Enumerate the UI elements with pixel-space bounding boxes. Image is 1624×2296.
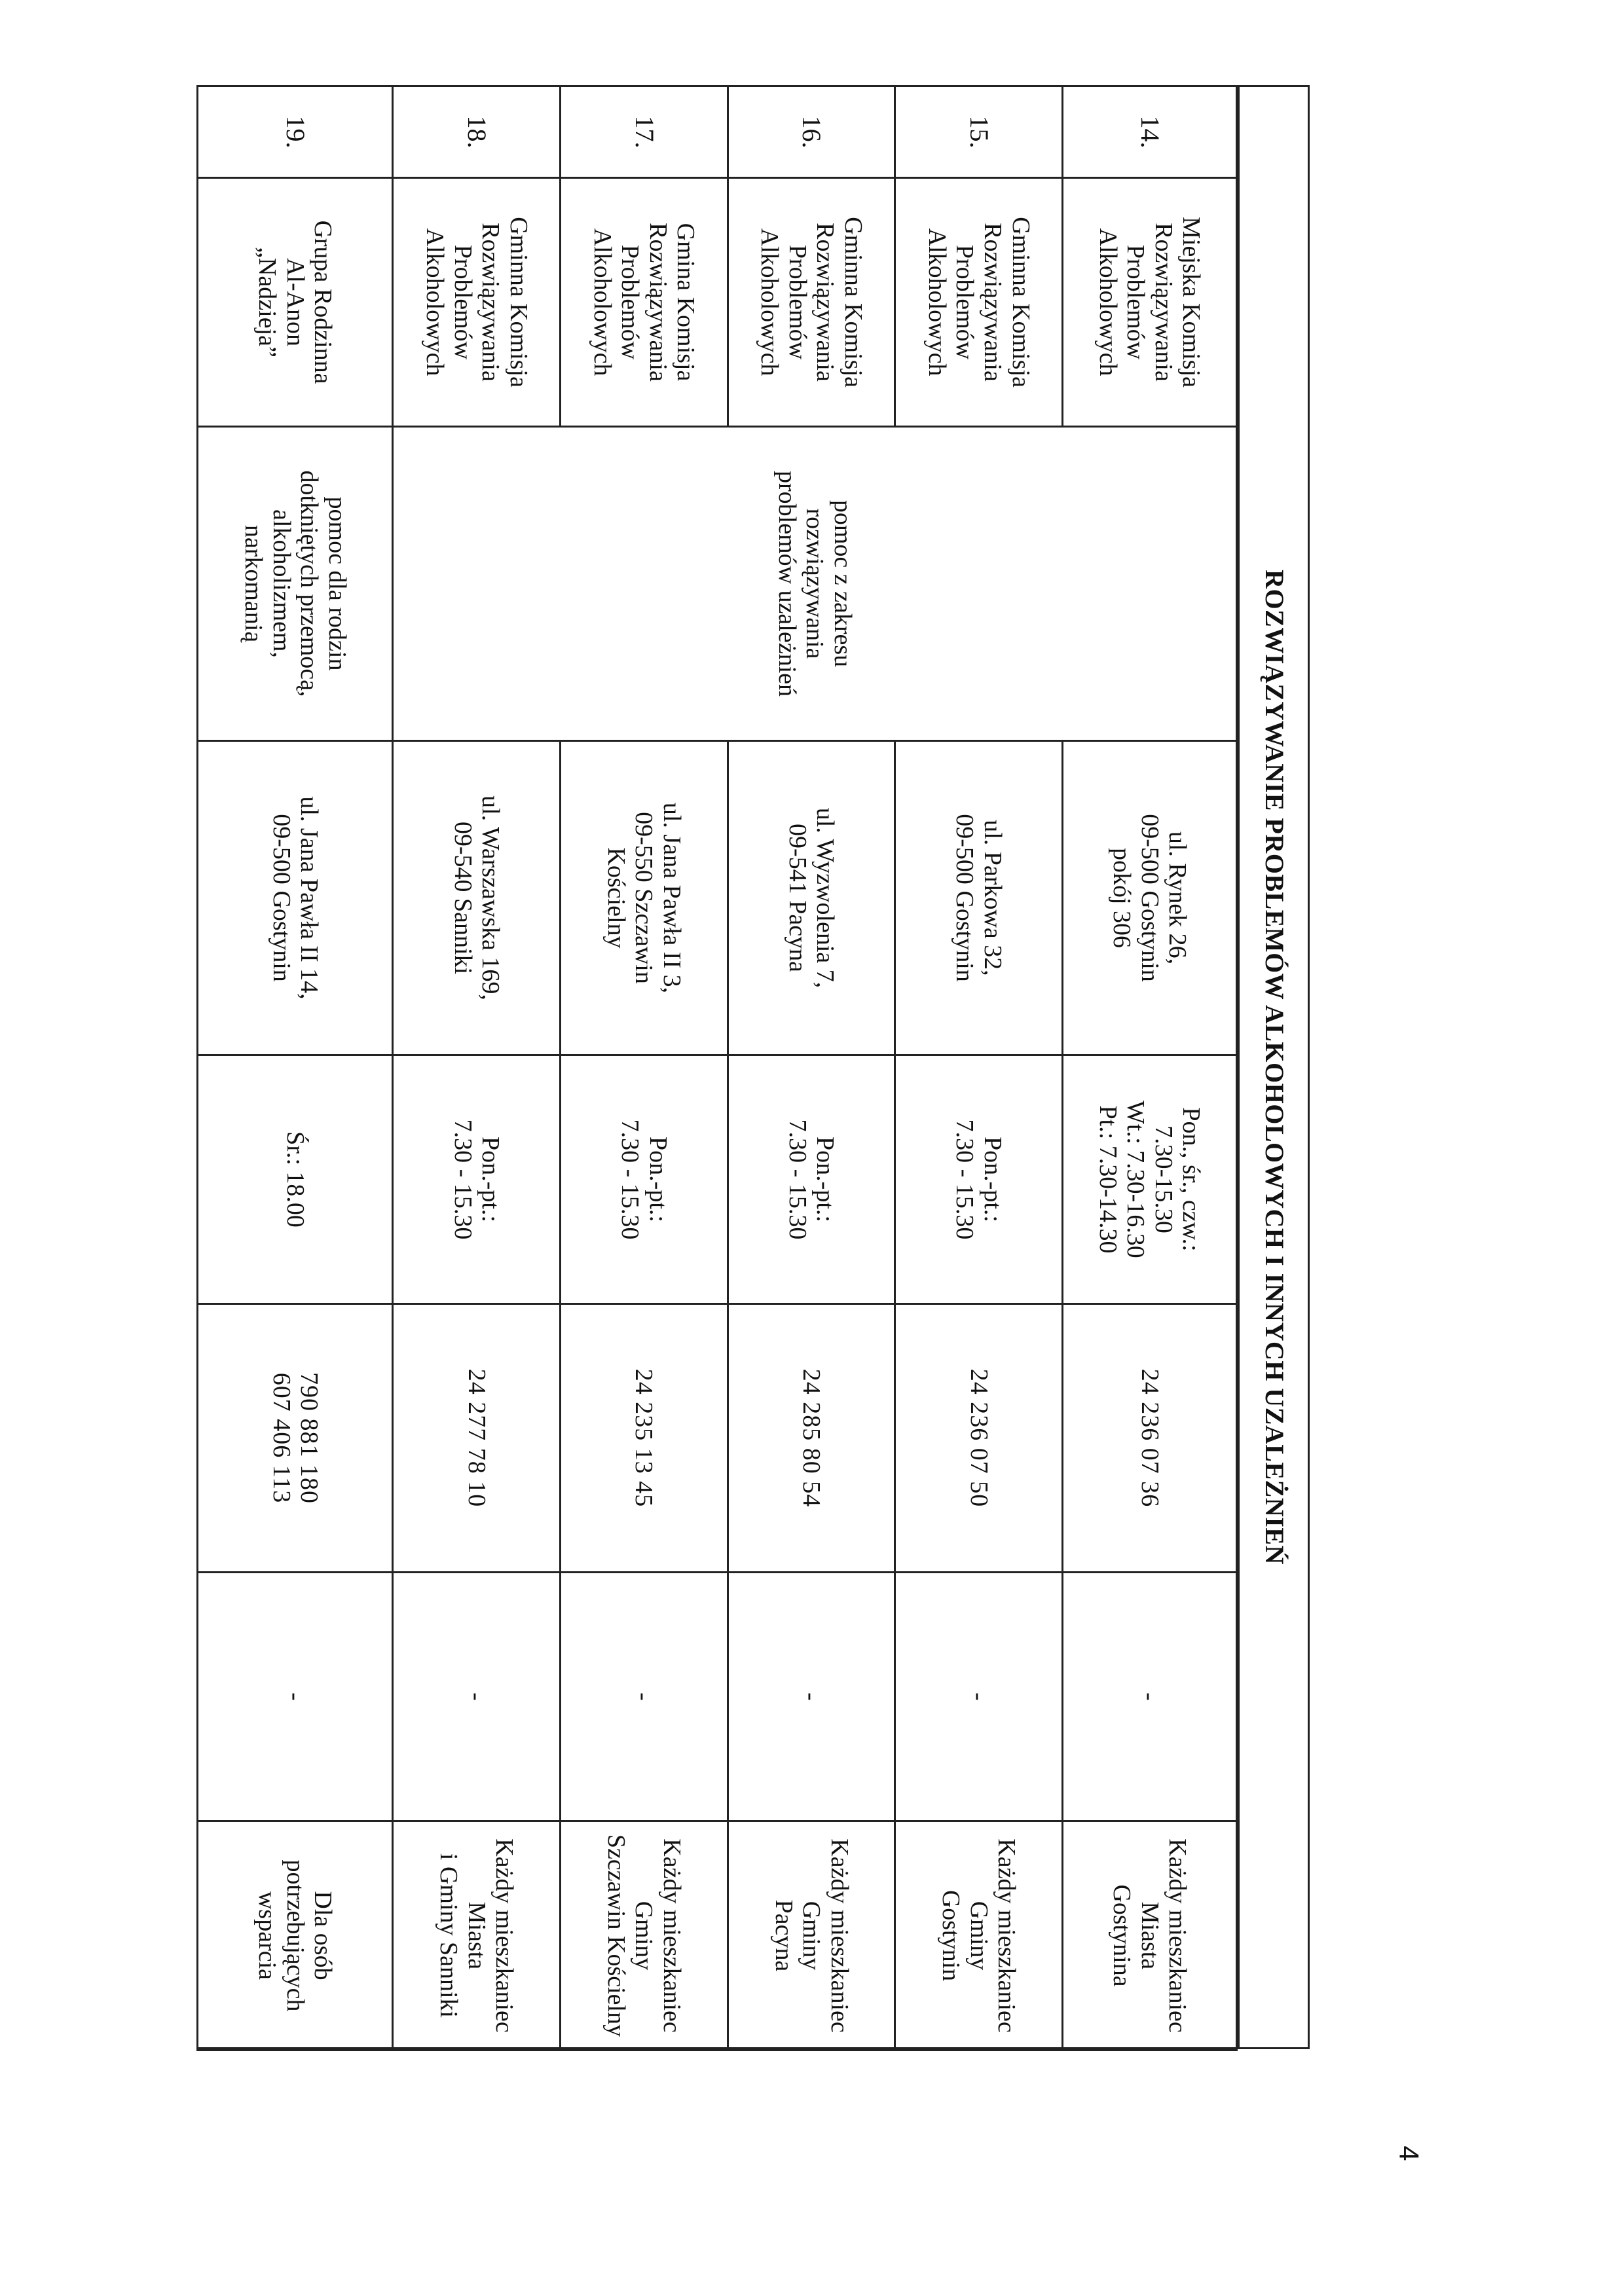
table-row xyxy=(393,86,561,2050)
table-row xyxy=(560,86,728,2050)
rotated-page xyxy=(196,85,1310,2049)
office-hours: Pon.-pt.: 7.30 - 15.30 xyxy=(728,1055,895,1304)
scope: pomoc dla rodzin dotkniętych przemocą, alkoholizmem, narkomanią xyxy=(198,427,393,741)
recipients: Dla osób potrzebujących wsparcia xyxy=(198,1821,393,2050)
page-number: 4 xyxy=(1393,2145,1425,2161)
office-hours: Pon., śr., czw.: 7.30-15.30 Wt.: 7.30-16.30 Pt.: 7.30-14.30 xyxy=(1062,1055,1236,1304)
recipients: Każdy mieszkaniec Gminy Pacyna xyxy=(728,1821,895,2050)
row-number: 19. xyxy=(198,86,393,178)
phone-number: 790 881 180 607 406 113 xyxy=(198,1304,393,1573)
office-hours: Pon.-pt.: 7.30 - 15.30 xyxy=(895,1055,1063,1304)
office-hours: Śr.: 18.00 xyxy=(198,1055,393,1304)
phone-number: 24 235 13 45 xyxy=(560,1304,728,1573)
office-hours: Pon.-pt.: 7.30 - 15.30 xyxy=(560,1055,728,1304)
table-row xyxy=(728,86,895,2050)
institutions-table xyxy=(196,85,1238,2051)
email-cell: - xyxy=(198,1573,393,1821)
row-number: 18. xyxy=(393,86,561,178)
shared-scope-cell: pomoc z zakresu rozwiązywania problemów uzależnień xyxy=(393,427,1237,741)
row-number: 14. xyxy=(1062,86,1236,178)
phone-number: 24 236 07 50 xyxy=(895,1304,1063,1573)
row-number: 17. xyxy=(560,86,728,178)
row-number: 15. xyxy=(895,86,1063,178)
page-title: ROZWIĄZYWANIE PROBLEMÓW ALKOHOLOWYCH I INNYCH UZALEŻNIEŃ xyxy=(1238,85,1310,2049)
email-cell: - xyxy=(728,1573,895,1821)
phone-number: 24 236 07 36 xyxy=(1062,1304,1236,1573)
address: ul. Jana Pawła II 14, 09-500 Gostynin xyxy=(198,741,393,1055)
email-cell: - xyxy=(393,1573,561,1821)
table-row xyxy=(198,86,393,2050)
address: ul. Warszawska 169, 09-540 Sanniki xyxy=(393,741,561,1055)
email-cell: - xyxy=(895,1573,1063,1821)
phone-number: 24 285 80 54 xyxy=(728,1304,895,1573)
office-hours: Pon.-pt.: 7.30 - 15.30 xyxy=(393,1055,561,1304)
address: ul. Rynek 26, 09-500 Gostynin pokój 306 xyxy=(1062,741,1236,1055)
table-row xyxy=(1062,86,1236,2050)
row-number: 16. xyxy=(728,86,895,178)
recipients: Każdy mieszkaniec Gminy Gostynin xyxy=(895,1821,1063,2050)
recipients: Każdy mieszkaniec Miasta Gostynina xyxy=(1062,1821,1236,2050)
email-cell: - xyxy=(1062,1573,1236,1821)
institution-name: Gminna Komisja Rozwiązywania Problemów Alkoholowych xyxy=(393,178,561,427)
address: ul. Jana Pawła II 3, 09-550 Szczawin Kościelny xyxy=(560,741,728,1055)
phone-number: 24 277 78 10 xyxy=(393,1304,561,1573)
institution-name: Miejska Komisja Rozwiązywania Problemów Alkoholowych xyxy=(1062,178,1236,427)
address: ul. Parkowa 32, 09-500 Gostynin xyxy=(895,741,1063,1055)
address: ul. Wyzwolenia 7, 09-541 Pacyna xyxy=(728,741,895,1055)
table-row xyxy=(895,86,1063,2050)
recipients: Każdy mieszkaniec Miasta i Gminy Sanniki xyxy=(393,1821,561,2050)
institution-name: Grupa Rodzinna Al-Anon „Nadzieja” xyxy=(198,178,393,427)
institution-name: Gminna Komisja Rozwiązywania Problemów Alkoholowych xyxy=(895,178,1063,427)
institution-name: Gmina Komisja Rozwiązywania Problemów Alkoholowych xyxy=(560,178,728,427)
institution-name: Gminna Komisja Rozwiązywania Problemów Alkoholowych xyxy=(728,178,895,427)
email-cell: - xyxy=(560,1573,728,1821)
recipients: Każdy mieszkaniec Gminy Szczawin Kościelny xyxy=(560,1821,728,2050)
